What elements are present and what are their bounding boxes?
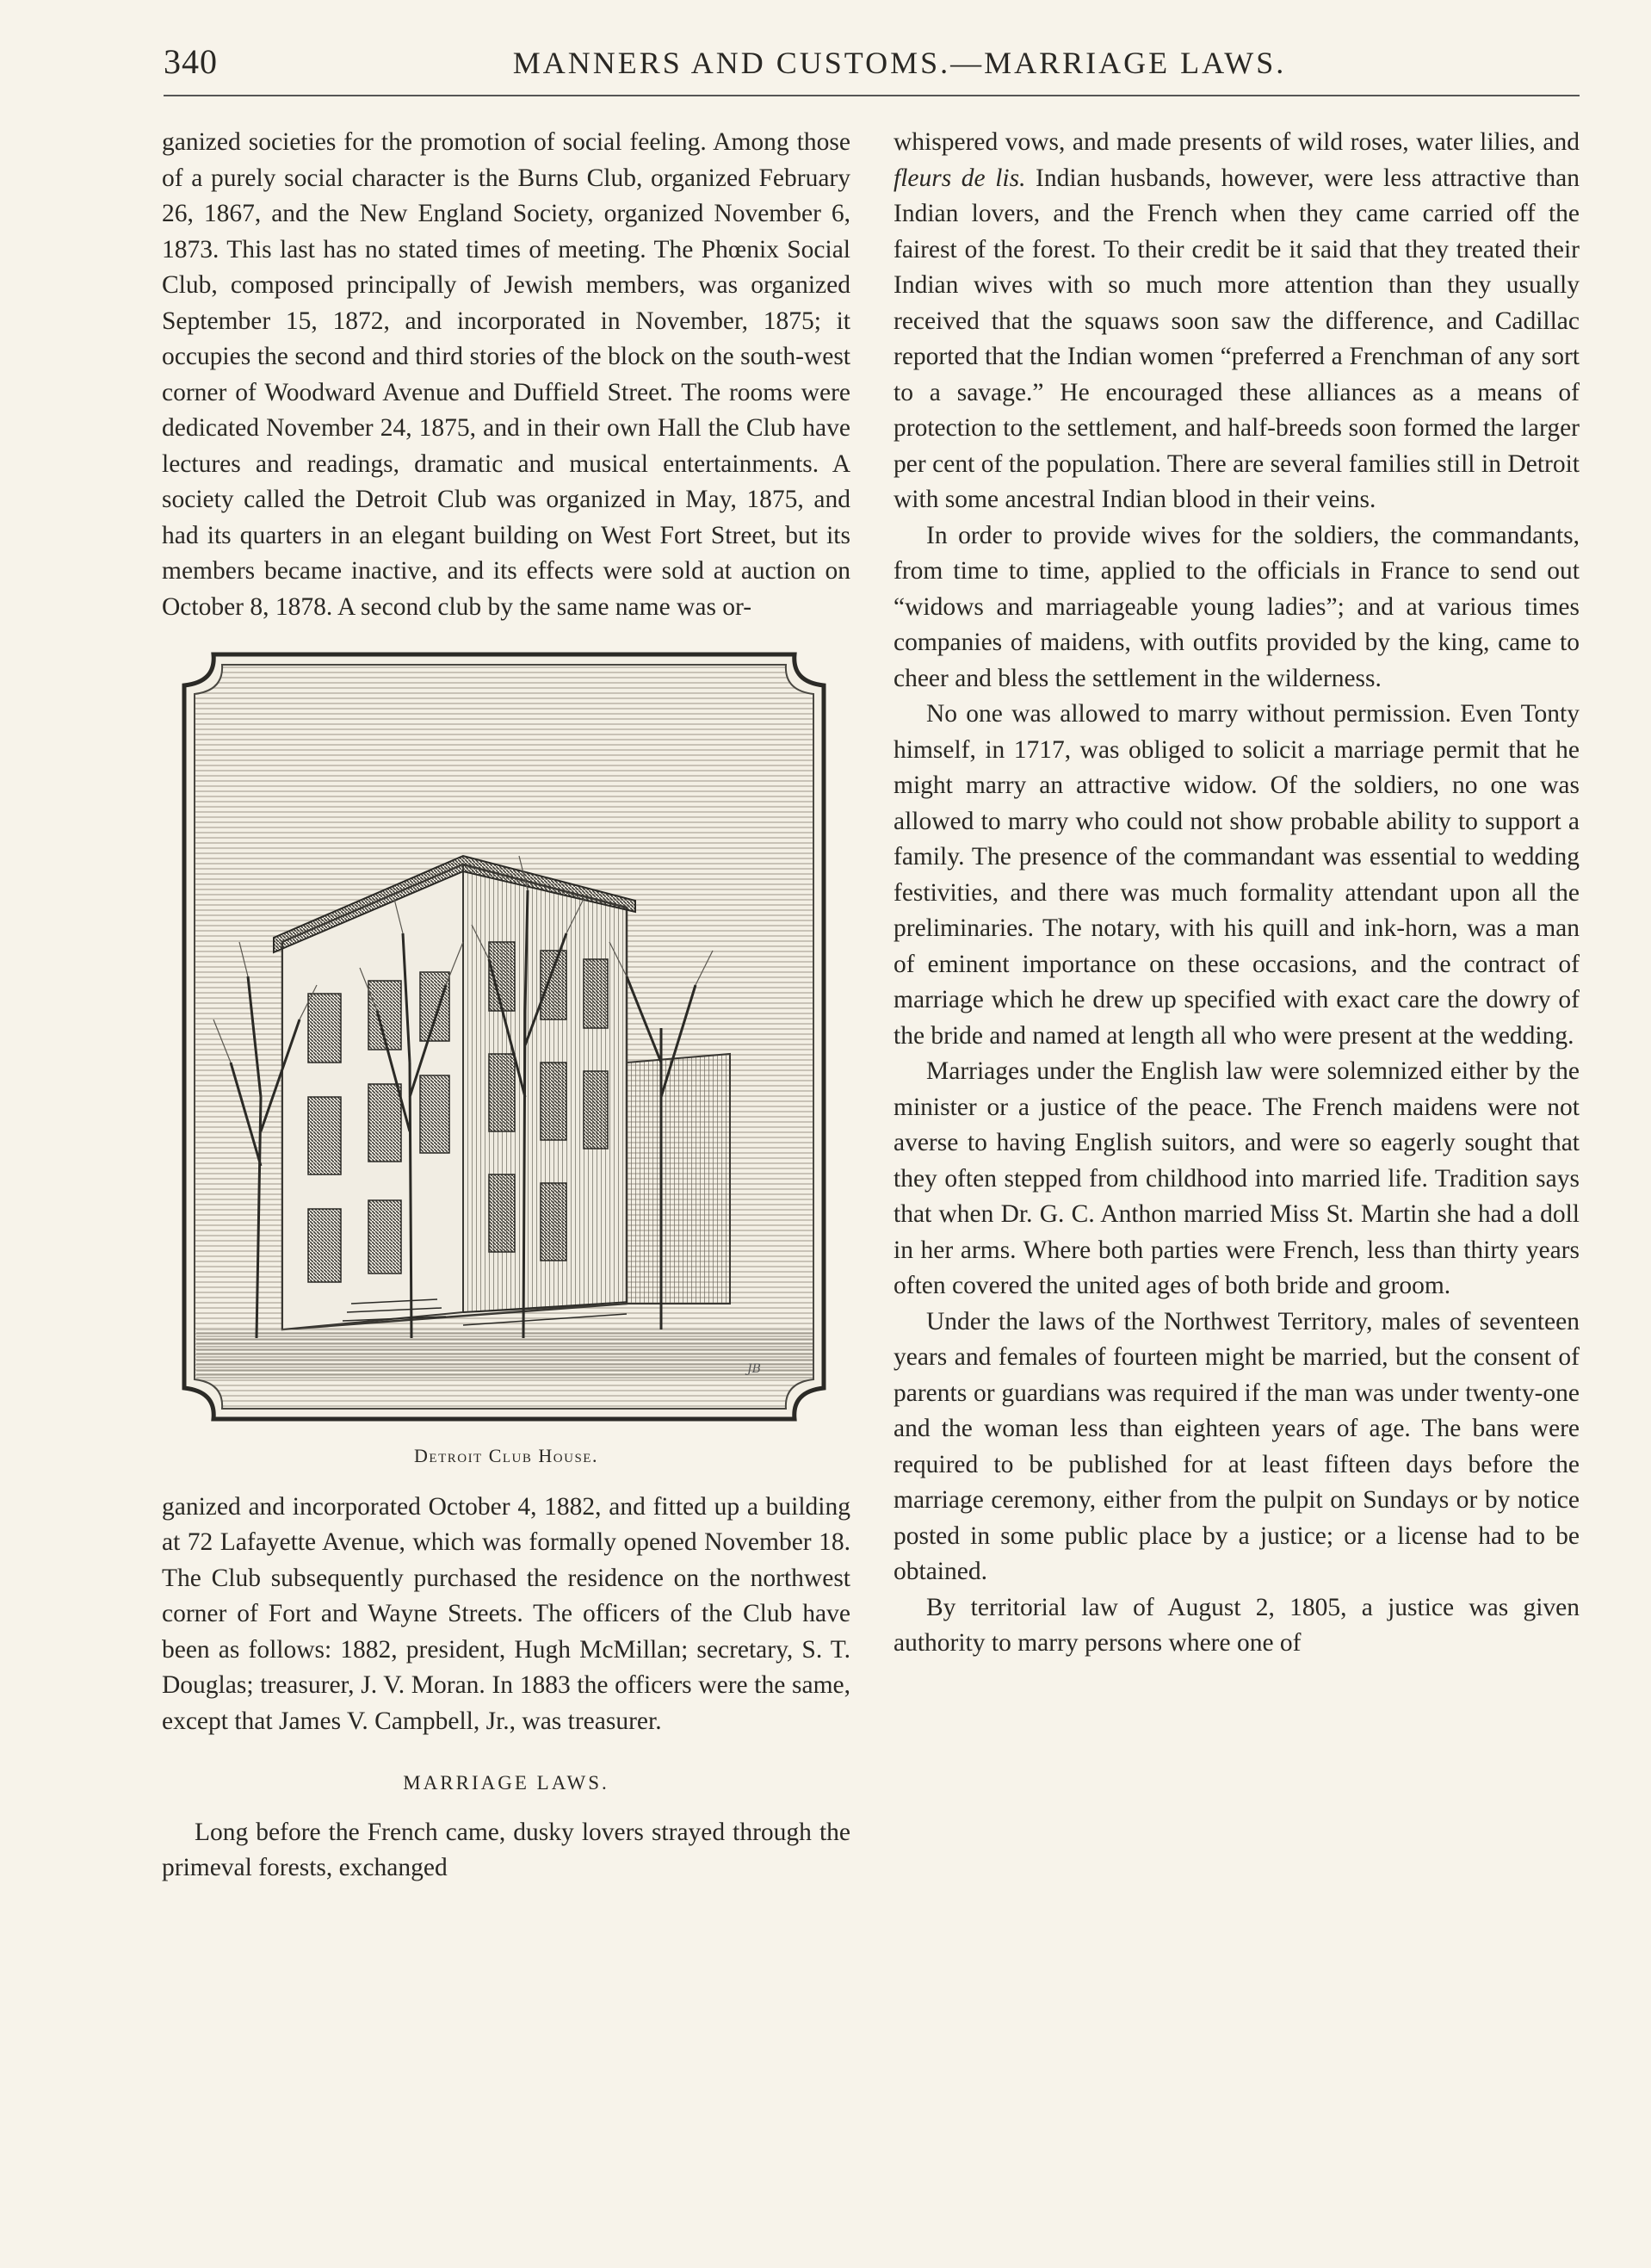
left-column <box>162 125 850 1887</box>
paragraph: In order to provide wives for the soldiers, the commandants, from time to time, applied to the officials in France to send out “widows and marriageable young ladies”; and at various times companies of maidens, with outfits provided by the king, came to cheer and bless the settlement in the wilderness. <box>894 521 1580 692</box>
paragraph: ganized and incorporated October 4, 1882, and fitted up a building at 72 Lafayette Avenue, which was formally opened November 18. The Club subsequently purchased the residence on the northwest corner of Fort and Wayne Streets. The officers of the Club have been as follows: 1882, president, Hugh McMillan; secretary, S. T. Douglas; treasurer, J. V. Moran. In 1883 the officers were the same, except that James V. Campbell, Jr., was treasurer. <box>162 1492 850 1735</box>
header-rule <box>164 95 1580 96</box>
figure-caption: Detroit Club House. <box>414 1445 598 1466</box>
text-run: whispered vows, and made presents of wild roses, water lilies, and <box>894 128 1580 156</box>
paragraph <box>894 125 1580 518</box>
paragraph: No one was allowed to marry without permission. Even Tonty himself, in 1717, was obliged to solicit a marriage permit that he might marry an attractive widow. Of the soldiers, no one was allowed to marry who could not show probable ability to support a family. The presence of the commandant was essential to wedding festivities, and there was much formality attendant upon all the preliminaries. The notary, with his quill and ink-horn, was a man of eminent importance on these occasions, and the contract of marriage which he drew up specified with exact care the dowry of the bride and named at length all who were present at the wedding. <box>894 700 1580 1050</box>
paragraph: Under the laws of the Northwest Territory, males of seventeen years and females of fourteen might be married, but the consent of parents or guardians was required if the man was under twenty-one and the woman less than eighteen years of age. The bans were required to be published for at least fifteen days before the marriage ceremony, either from the pulpit on Sundays or by notice posted in some public place by a justice; or a license had to be obtained. <box>894 1307 1580 1585</box>
section-heading: MARRIAGE LAWS. <box>403 1772 609 1794</box>
paragraph: ganized societies for the promotion of social feeling. Among those of a purely social character is the Burns Club, organized February 26, 1867, and the New England Society, organized November 6, 1873. This last has no stated times of meeting. The Phœnix Social Club, composed principally of Jewish members, was organized September 15, 1872, and incorporated in November, 1875; it occupies the second and third stories of the block on the south-west corner of Woodward Avenue and Duffield Street. The rooms were dedicated November 24, 1875, and in their own Hall the Club have lectures and readings, dramatic and musical entertainments. A society called the Detroit Club was organized in May, 1875, and had its quarters in an elegant building on West Fort Street, but its members became inactive, and its effects were sold at auction on October 8, 1878. A second club by the same name was or- <box>162 128 850 621</box>
detroit-club-house-engraving <box>179 649 829 1424</box>
paragraph: By territorial law of August 2, 1805, a justice was given authority to marry persons where one of <box>894 1593 1580 1657</box>
page-number: 340 <box>164 42 218 81</box>
right-column <box>894 125 1580 1662</box>
text-run: Indian husbands, however, were less attractive than Indian lovers, and the French when they came carried off the fairest of the forest. To their credit be it said that they treated their Indian wives with so much more attention than they usually received that the squaws soon saw the difference, and Cadillac reported that the Indian women “preferred a Frenchman of any sort to a savage.” He encouraged these alliances as a means of protection to the settlement, and half-breeds soon formed the larger per cent of the population. There are several families still in Detroit with some ancestral Indian blood in their veins. <box>894 164 1580 513</box>
paragraph: Marriages under the English law were solemnized either by the minister or a justice of the peace. The French maidens were not averse to having English suitors, and were so eagerly sought that they often stepped from childhood into married life. Tradition says that when Dr. G. C. Anthon married Miss St. Martin she had a doll in her arms. Where both parties were French, less than thirty years often covered the united ages of both bride and groom. <box>894 1057 1580 1299</box>
running-head: MANNERS AND CUSTOMS.—MARRIAGE LAWS. <box>512 46 1287 80</box>
italic-text: fleurs de lis. <box>894 164 1026 192</box>
svg-text:JB: JB <box>747 1362 761 1376</box>
paragraph: Long before the French came, dusky lovers strayed through the primeval forests, exchanged <box>162 1818 850 1881</box>
